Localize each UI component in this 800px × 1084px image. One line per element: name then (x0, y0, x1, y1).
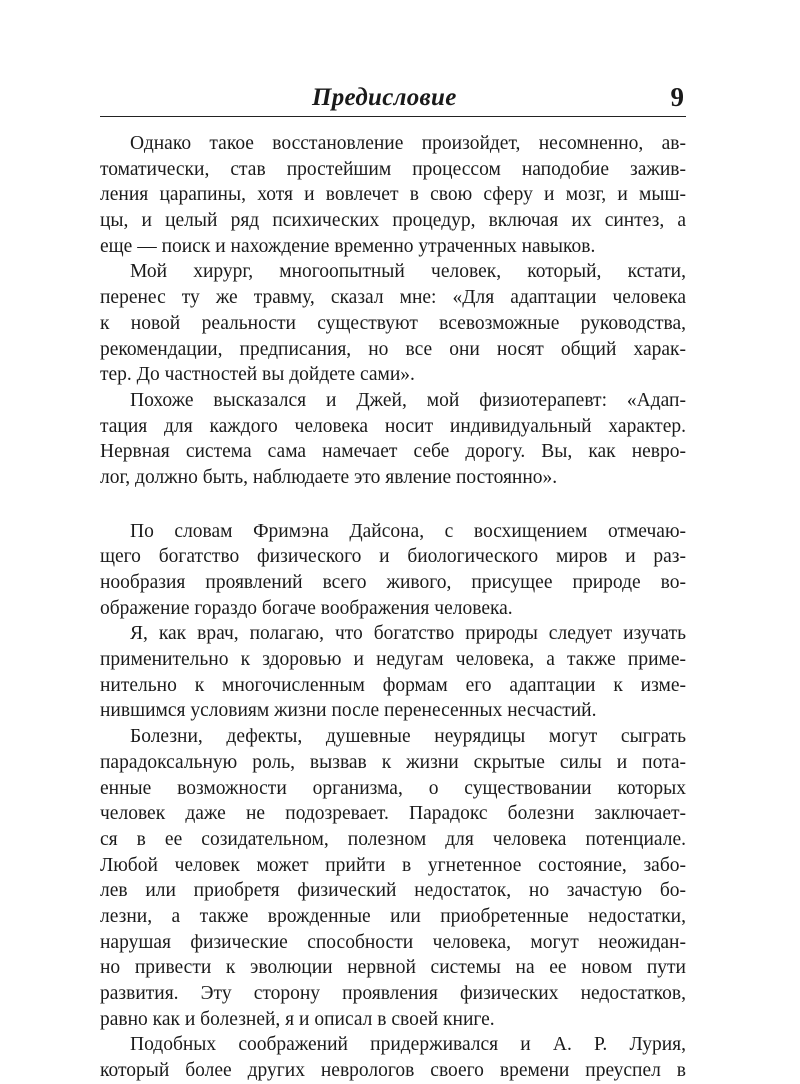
running-header (100, 80, 686, 117)
text-line: нообразия проявлений всего живого, присущее природе во- (100, 572, 686, 593)
text-line: равно как и болезней, я и описал в своей книге. (100, 1008, 495, 1030)
text-line: перенес ту же травму, сказал мне: «Для адаптации человека (100, 287, 686, 309)
text-line: По словам Фримэна Дайсона, с восхищением отмечаю- (130, 520, 686, 542)
text-line: ображение гораздо богаче воображения человека. (100, 597, 513, 619)
text-line: Однако такое восстановление произойдет, несомненно, ав- (130, 133, 686, 154)
text-line: лев или приобретя физический недостаток, но зачастую бо- (100, 880, 686, 902)
text-line: рекомендации, предписания, но все они носят общий харак- (100, 338, 686, 360)
text-line: еще — поиск и нахождение временно утраченных навыков. (100, 235, 596, 257)
text-line: человек даже не подозревает. Парадокс болезни заключает- (100, 803, 686, 825)
text-line: енные возможности организма, о существовании которых (100, 777, 686, 799)
text-line: Я, как врач, полагаю, что богатство природы следует изучать (130, 623, 686, 645)
text-line: применительно к здоровью и недугам человека, а также приме- (100, 649, 686, 671)
text-line: ся в ее созидательном, полезном для человека потенциале. (100, 828, 686, 850)
body-text (100, 131, 686, 1084)
text-line: к новой реальности существуют всевозможные руководства, (100, 312, 686, 334)
text-line: Болезни, дефекты, душевные неурядицы могут сыграть (130, 726, 686, 748)
text-line: развития. Эту сторону проявления физических недостатков, (100, 983, 686, 1004)
text-line: нительно к многочисленным формам его адаптации к изме- (100, 674, 686, 696)
paragraph-4 (100, 519, 686, 622)
text-line: лог, должно быть, наблюдаете это явление постоянно». (100, 466, 558, 488)
text-line: Подобных соображений придерживался и А. Р. Лурия, (130, 1034, 686, 1056)
section-break (100, 491, 686, 519)
page-number: 9 (670, 82, 684, 112)
paragraph-3 (100, 388, 686, 491)
text-line: ления царапины, хотя и вовлечет в свою сферу и мозг, и мыш- (100, 184, 686, 206)
text-line: нарушая физические способности человека, могут неожидан- (100, 931, 686, 953)
text-line: тация для каждого человека носит индивидуальный характер. (100, 415, 686, 437)
text-line: щего богатство физического и биологического миров и раз- (100, 546, 686, 568)
paragraph-7 (100, 1032, 686, 1083)
chapter-title: Предисловие (312, 84, 457, 111)
paragraph-1 (100, 131, 686, 259)
paragraph-5 (100, 621, 686, 724)
paragraph-6 (100, 724, 686, 1032)
text-line: но привести к эволюции нервной системы на ее новом пути (100, 957, 686, 979)
text-line: нившимся условиям жизни после перенесенных несчастий. (100, 700, 597, 722)
text-line: тер. До частностей вы дойдете сами». (100, 364, 415, 386)
text-line: который более других неврологов своего времени преуспел в (100, 1060, 686, 1082)
text-line: цы, и целый ряд психических процедур, включая их синтез, а (100, 210, 686, 232)
text-line: Похоже высказался и Джей, мой физиотерапевт: «Адап- (130, 389, 686, 411)
text-line: парадоксальную роль, вызвав к жизни скрытые силы и пота- (100, 751, 686, 773)
text-line: Мой хирург, многоопытный человек, который, кстати, (130, 261, 686, 283)
paragraph-2 (100, 259, 686, 387)
book-page (100, 80, 686, 1084)
text-line: лезни, а также врожденные или приобретенные недостатки, (100, 905, 686, 927)
text-line: Нервная система сама намечает себе дорогу. Вы, как невро- (100, 441, 686, 463)
text-line: Любой человек может прийти в угнетенное состояние, забо- (100, 854, 686, 876)
text-line: томатически, став простейшим процессом наподобие зажив- (100, 158, 686, 180)
